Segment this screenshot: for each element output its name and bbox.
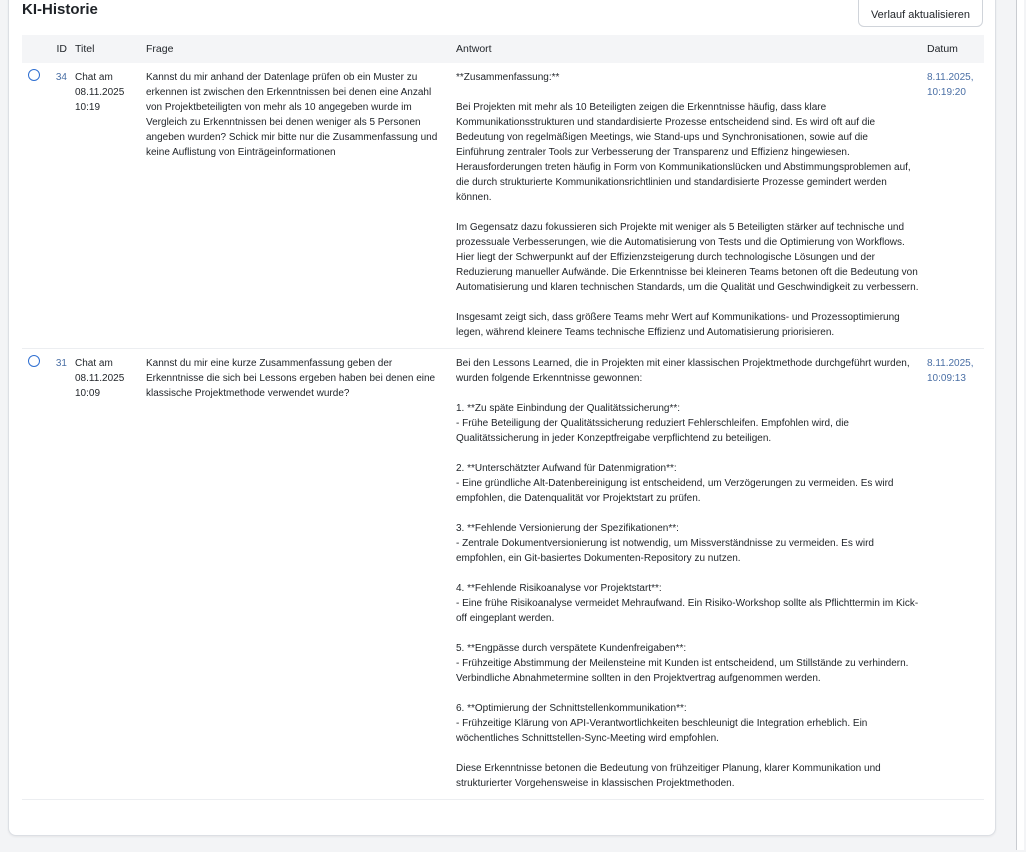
row-question: Kannst du mir anhand der Datenlage prüfen ob ein Muster zu erkennen ist zwischen den Erkenntnissen bei denen eine Anzahl von Projektbeteiligten von mehr als 10 angegeben wurde im Vergleich zu Erkenntnissen bei denen weniger als 5 Personen angeben wurden? Schick mir bitte nur die Zusammenfassung und keine Auflistung von Einträgeinformationen <box>142 63 452 349</box>
column-header-select <box>22 35 47 63</box>
column-header-answer[interactable]: Antwort <box>456 42 492 55</box>
row-title: Chat am 08.11.2025 10:09 <box>71 349 142 800</box>
row-id: 31 <box>47 349 71 800</box>
row-answer <box>452 349 923 800</box>
row-select-cell <box>22 349 47 800</box>
answer-paragraph: Bei den Lessons Learned, die in Projekten mit einer klassischen Projektmethode durchgeführt wurden, wurden folgende Erkenntnisse gewonnen: <box>456 358 910 384</box>
page-scrollbar[interactable] <box>1014 0 1026 852</box>
table-body <box>22 63 984 800</box>
row-date: 8.11.2025, 10:09:13 <box>923 349 984 800</box>
column-header-title[interactable]: Titel <box>75 42 95 55</box>
history-table <box>22 35 984 800</box>
row-id: 34 <box>47 63 71 349</box>
answer-paragraph: 1. **Zu späte Einbindung der Qualitätssicherung**: - Frühe Beteiligung der Qualitätssicherung reduziert Fehlerschleifen. Empfohlen wird, die Qualitätssicherung in jeder Konzeptfreigabe verpflichtend zu beteiligen. <box>456 403 849 444</box>
row-select-cell <box>22 63 47 349</box>
row-question: Kannst du mir eine kurze Zusammenfassung geben der Erkenntnisse die sich bei Lessons ergeben haben bei denen eine klassische Projektmethode verwendet wurde? <box>142 349 452 800</box>
answer-paragraph: Bei Projekten mit mehr als 10 Beteiligten zeigen die Erkenntnisse häufig, dass klare Kommunikationsstrukturen und standardisierte Prozesse entscheidend sind. Es wird oft auf die Bedeutung von regelmäßigen Meetings, wie Stand-ups und Synchronisationen, sowie auf die Einführung zentraler Tools zur Verbesserung der Transparenz und Effizienz hingewiesen. Herausforderungen treten häufig in Form von Kommunikationslücken und Abstimmungsproblemen auf, die durch strukturierte Kommunikationsrichtlinien und standardisierte Prozesse gemindert werden können. <box>456 102 911 203</box>
table-row[interactable] <box>22 349 984 800</box>
row-date: 8.11.2025, 10:19:20 <box>923 63 984 349</box>
column-header-question[interactable]: Frage <box>146 42 174 55</box>
answer-paragraph: 3. **Fehlende Versionierung der Spezifikationen**: - Zentrale Dokumentversionierung ist notwendig, um Missverständnisse zu vermeiden. Es wird empfohlen, ein Git-basiertes Dokumenten-Repository zu nutzen. <box>456 523 874 564</box>
row-select-radio[interactable] <box>28 355 40 367</box>
column-header-id[interactable]: ID <box>56 42 67 55</box>
answer-paragraph: Insgesamt zeigt sich, dass größere Teams mehr Wert auf Kommunikations- und Prozessoptimierung legen, während kleinere Teams technische Effizienz und Automatisierung priorisieren. <box>456 312 900 338</box>
refresh-history-button[interactable]: Verlauf aktualisieren <box>858 0 983 27</box>
column-header-date[interactable]: Datum <box>927 42 958 55</box>
answer-paragraph: 6. **Optimierung der Schnittstellenkommunikation**: - Frühzeitige Klärung von API-Verantwortlichkeiten beschleunigt die Integration erheblich. Ein wöchentliches Schnittstellen-Sync-Meeting wird empfohlen. <box>456 703 868 744</box>
answer-paragraph: Diese Erkenntnisse betonen die Bedeutung von frühzeitiger Planung, klarer Kommunikation und strukturierter Vorgehensweise in klassischen Projektmethoden. <box>456 763 881 789</box>
answer-paragraph: **Zusammenfassung:** <box>456 72 560 83</box>
row-answer <box>452 63 923 349</box>
answer-paragraph: 4. **Fehlende Risikoanalyse vor Projektstart**: - Eine frühe Risikoanalyse vermeidet Mehraufwand. Ein Risiko-Workshop sollte als Pflichttermin im Kick-off eingeplant werden. <box>456 583 919 624</box>
table-row[interactable] <box>22 63 984 349</box>
history-table-wrapper <box>22 35 984 800</box>
answer-paragraph: 5. **Engpässe durch verspätete Kundenfreigaben**: - Frühzeitige Abstimmung der Meilensteine mit Kunden ist entscheidend, um Stillstände zu verhindern. Verbindliche Abnahmetermine sollten in den Projektvertrag aufgenommen werden. <box>456 643 909 684</box>
answer-paragraph: Im Gegensatz dazu fokussieren sich Projekte mit weniger als 5 Beteiligten stärker auf technische und prozessuale Verbesserungen, wie die Automatisierung von Tests und die Optimierung von Workflows. Hier liegt der Schwerpunkt auf der Effizienzsteigerung durch technologische Lösungen und der Reduzierung manueller Aufwände. Die Erkenntnisse bei kleineren Teams betonen oft die Bedeutung von Automatisierung und klaren technischen Standards, um die Qualität und Geschwindigkeit zu verbessern. <box>456 222 919 293</box>
answer-paragraph: 2. **Unterschätzter Aufwand für Datenmigration**: - Eine gründliche Alt-Datenbereinigung ist entscheidend, um Verzögerungen zu vermeiden. Es wird empfohlen, die Datenqualität vor Projektstart zu prüfen. <box>456 463 894 504</box>
row-select-radio[interactable] <box>28 69 40 81</box>
scrollbar-thumb[interactable] <box>1016 0 1024 850</box>
row-title: Chat am 08.11.2025 10:19 <box>71 63 142 349</box>
card-header <box>9 0 995 31</box>
ki-history-card <box>8 0 996 836</box>
page-title: KI-Historie <box>22 1 98 18</box>
table-header <box>22 35 984 63</box>
